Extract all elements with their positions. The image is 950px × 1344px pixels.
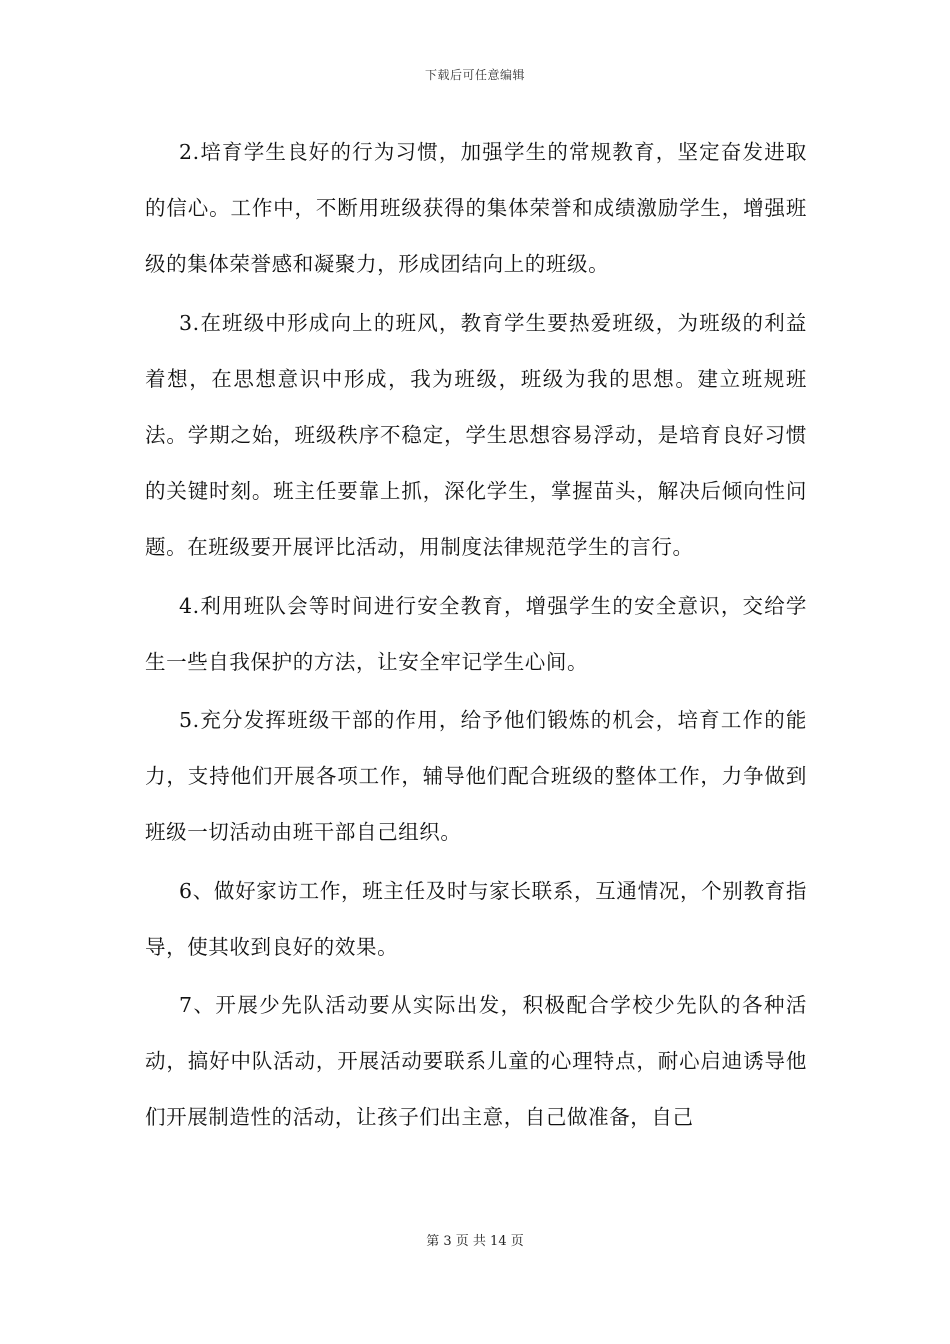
paragraph-item-4: 4.利用班队会等时间进行安全教育，增强学生的安全意识，交给学生一些自我保护的方法，让安全牢记学生心间。: [145, 593, 807, 674]
paragraph-item-7: 7、开展少先队活动要从实际出发，积极配合学校少先队的各种活动，搞好中队活动，开展活动要联系儿童的心理特点，耐心启迪诱导他们开展制造性的活动，让孩子们出主意，自己做准备，自己: [145, 993, 807, 1130]
header-note: 下载后可任意编辑: [424, 68, 525, 82]
paragraph-item-3: 3.在班级中形成向上的班风，教育学生要热爱班级，为班级的利益着想，在思想意识中形成，我为班级，班级为我的思想。建立班规班法。学期之始，班级秩序不稳定，学生思想容易浮动，是培育良好习惯的关键时刻。班主任要靠上抓，深化学生，掌握苗头，解决后倾向性问题。在班级要开展评比活动，用制度法律规范学生的言行。: [145, 310, 807, 560]
page-number: 第 3 页 共 14 页: [426, 1234, 524, 1249]
document-body: [145, 124, 807, 1148]
paragraph-item-2: 2.培育学生良好的行为习惯，加强学生的常规教育，坚定奋发进取的信心。工作中，不断用班级获得的集体荣誉和成绩激励学生，增强班级的集体荣誉感和凝聚力，形成团结向上的班级。: [145, 140, 807, 277]
paragraph-item-5: 5.充分发挥班级干部的作用，给予他们锻炼的机会，培育工作的能力，支持他们开展各项工作，辅导他们配合班级的整体工作，力争做到班级一切活动由班干部自己组织。: [145, 708, 807, 845]
paragraph-item-6: 6、做好家访工作，班主任及时与家长联系，互通情况，个别教育指导，使其收到良好的效果。: [145, 878, 807, 959]
